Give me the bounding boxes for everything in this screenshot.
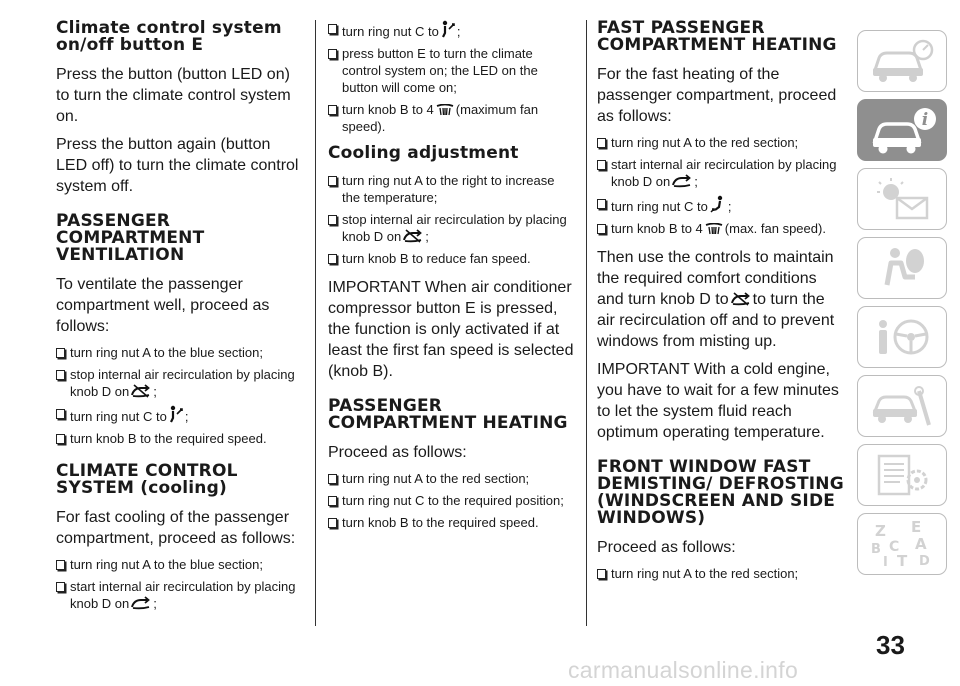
tab-warning-lights[interactable] <box>857 168 947 230</box>
list-item: turn knob B to 4 (maximum fan speed). <box>328 101 574 135</box>
watermark: carmanualsonline.info <box>568 657 799 683</box>
checkbox-bullet-icon <box>597 569 606 579</box>
checkbox-bullet-icon <box>56 560 65 570</box>
paragraph: For the fast heating of the passenger compartment, proceed as follows: <box>597 66 837 125</box>
list-item: turn ring nut A to the red section; <box>597 565 845 582</box>
list-item: turn ring nut A to the red section; <box>597 134 845 151</box>
checkbox-bullet-icon <box>597 138 606 148</box>
heading-ventilation: PASSENGER COMPARTMENT VENTILATION <box>56 211 205 265</box>
column-3 <box>597 20 845 587</box>
checkbox-bullet-icon <box>56 370 65 380</box>
warning-lights-icon <box>867 174 937 224</box>
checkbox-bullet-icon <box>597 224 606 234</box>
tab-car-dashboard[interactable] <box>857 30 947 92</box>
column-divider <box>315 20 316 626</box>
checkbox-bullet-icon <box>56 582 65 592</box>
tab-car-service[interactable] <box>857 375 947 437</box>
step-list <box>328 470 574 531</box>
heading-demisting: FRONT WINDOW FAST DEMISTING/ DEFROSTING (WINDSCREEN AND SIDE WINDOWS) <box>597 457 844 528</box>
svg-text:E: E <box>911 519 922 536</box>
paragraph: To ventilate the passenger compartment well, proceed as follows: <box>56 276 270 335</box>
checkbox-bullet-icon <box>328 496 337 506</box>
list-item: stop internal air recirculation by placing knob D on ; <box>328 211 574 245</box>
svg-text:D: D <box>919 554 930 569</box>
list-item: start internal air recirculation by placing knob D on ; <box>56 578 302 612</box>
recirculation-off-icon <box>403 229 423 243</box>
recirculation-off-icon <box>131 384 151 398</box>
list-item: turn ring nut C to ; <box>328 20 574 40</box>
list-item: turn ring nut A to the right to increase the temperature; <box>328 172 574 206</box>
checkbox-bullet-icon <box>328 105 337 115</box>
section-tabs <box>857 30 947 582</box>
tab-airbag-safety[interactable] <box>857 237 947 299</box>
air-to-face-icon <box>169 405 183 423</box>
checkbox-bullet-icon <box>597 160 606 170</box>
heading-climate-onoff: Climate control system on/off button E <box>56 18 282 55</box>
list-item: turn knob B to the required speed. <box>328 514 574 531</box>
step-list <box>56 556 302 612</box>
checkbox-bullet-icon <box>328 49 337 59</box>
technical-data-icon <box>867 450 937 500</box>
paragraph: Press the button again (button LED off) to turn the climate control system off. <box>56 136 299 195</box>
tab-car-info[interactable] <box>857 99 947 161</box>
svg-text:B: B <box>871 542 881 557</box>
tab-index[interactable] <box>857 513 947 575</box>
paragraph: Proceed as follows: <box>328 444 467 461</box>
page-number: 33 <box>876 630 905 660</box>
list-item: press button E to turn the climate control system on; the LED on the button will come on; <box>328 45 574 96</box>
list-item: turn ring nut A to the blue section; <box>56 556 302 573</box>
recirculation-off-icon <box>731 292 751 306</box>
air-to-feet-icon <box>710 195 726 213</box>
svg-text:T: T <box>897 552 908 569</box>
checkbox-bullet-icon <box>328 254 337 264</box>
column-1 <box>56 20 302 617</box>
svg-text:C: C <box>889 539 900 555</box>
checkbox-bullet-icon <box>328 518 337 528</box>
paragraph: Then use the controls to maintain the required comfort conditions and turn knob D to to turn the air recirculation off and to prevent windows from misting up. <box>597 249 835 350</box>
tab-technical-data[interactable] <box>857 444 947 506</box>
important-note: IMPORTANT When air conditioner compressor button E is pressed, the function is only activated if at least the first fan speed is selected (knob B). <box>328 279 574 380</box>
paragraph: Press the button (button LED on) to turn the climate control system on. <box>56 66 291 125</box>
important-note: IMPORTANT With a cold engine, you have to wait for a few minutes to let the system fluid reach optimum operating temperature. <box>597 361 839 441</box>
checkbox-bullet-icon <box>56 434 65 444</box>
paragraph: Proceed as follows: <box>597 539 736 556</box>
checkbox-bullet-icon <box>56 409 65 419</box>
checkbox-bullet-icon <box>328 215 337 225</box>
list-item: turn knob B to 4 (max. fan speed). <box>597 220 845 237</box>
checkbox-bullet-icon <box>328 24 337 34</box>
svg-text:A: A <box>915 535 927 553</box>
column-divider <box>586 20 587 626</box>
heading-cooling: CLIMATE CONTROL SYSTEM (cooling) <box>56 461 238 498</box>
index-letters-icon <box>867 519 937 569</box>
checkbox-bullet-icon <box>597 199 606 209</box>
list-item: turn ring nut C to ; <box>56 405 302 425</box>
step-list <box>597 134 845 237</box>
heading-cooling-adjustment: Cooling adjustment <box>328 143 519 163</box>
checkbox-bullet-icon <box>328 176 337 186</box>
max-fan-icon <box>436 104 454 116</box>
paragraph: For fast cooling of the passenger compartment, proceed as follows: <box>56 509 296 547</box>
checkbox-bullet-icon <box>56 348 65 358</box>
step-list <box>56 344 302 447</box>
list-item: turn knob B to reduce fan speed. <box>328 250 574 267</box>
car-info-icon <box>867 105 937 155</box>
svg-text:Z: Z <box>875 522 886 540</box>
list-item: stop internal air recirculation by placing knob D on ; <box>56 366 302 400</box>
column-2 <box>328 20 574 536</box>
airbag-safety-icon <box>867 243 937 293</box>
step-list <box>328 172 574 267</box>
svg-text:i: i <box>921 110 929 130</box>
checkbox-bullet-icon <box>328 474 337 484</box>
max-fan-icon <box>705 223 723 235</box>
step-list <box>597 565 845 582</box>
step-list <box>328 20 574 135</box>
heading-heating: PASSENGER COMPARTMENT HEATING <box>328 396 568 433</box>
list-item: turn ring nut C to the required position; <box>328 492 574 509</box>
list-item: turn ring nut A to the blue section; <box>56 344 302 361</box>
air-to-face-icon <box>441 20 455 38</box>
svg-text:I: I <box>883 555 888 569</box>
recirculation-on-icon <box>672 174 692 188</box>
tab-steering-wheel[interactable] <box>857 306 947 368</box>
heading-fast-heating: FAST PASSENGER COMPARTMENT HEATING <box>597 18 837 55</box>
car-service-icon <box>867 381 937 431</box>
recirculation-on-icon <box>131 596 151 610</box>
list-item: turn ring nut A to the red section; <box>328 470 574 487</box>
steering-wheel-icon <box>867 312 937 362</box>
list-item: start internal air recirculation by placing knob D on ; <box>597 156 845 190</box>
list-item: turn knob B to the required speed. <box>56 430 302 447</box>
car-dashboard-icon <box>867 36 937 86</box>
list-item: turn ring nut C to ; <box>597 195 845 215</box>
